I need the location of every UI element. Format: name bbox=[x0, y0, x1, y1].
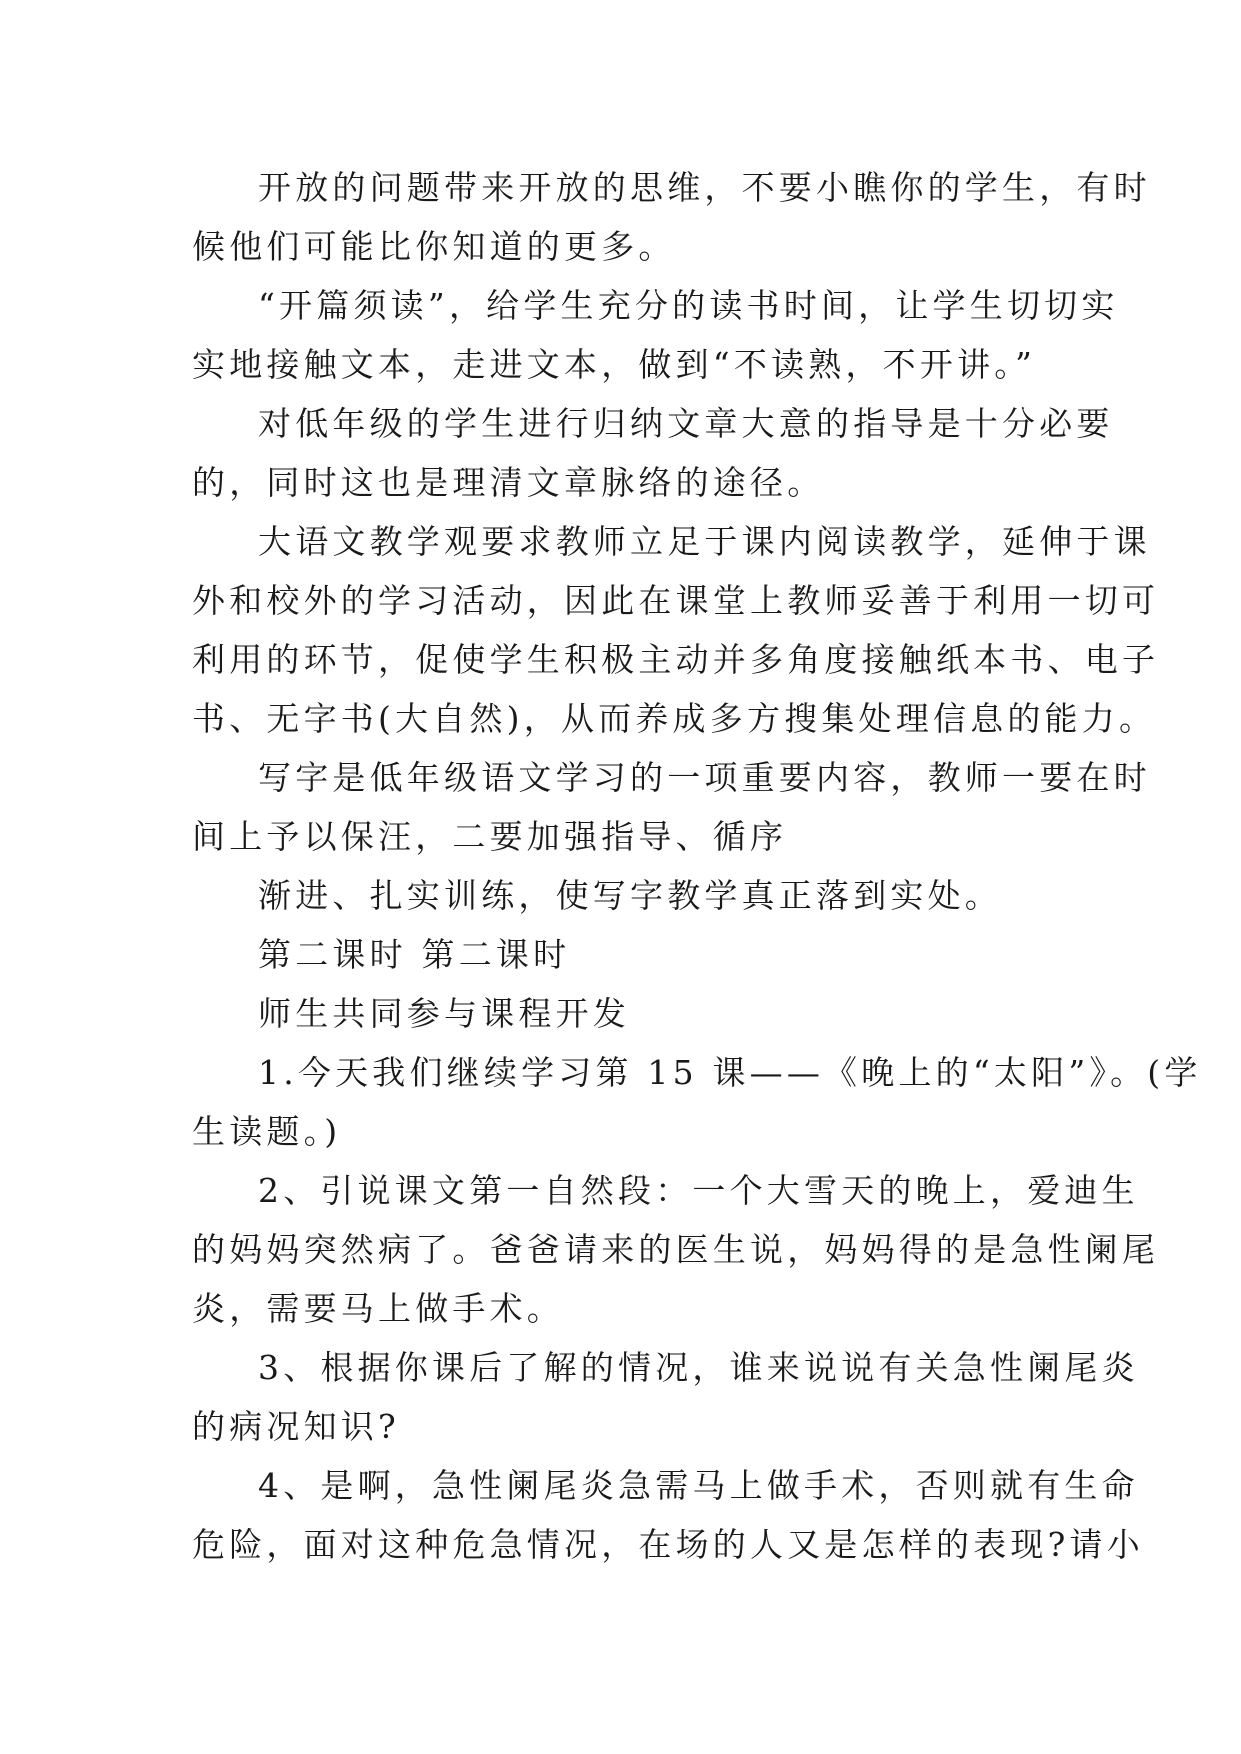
text-line: 间上予以保汪，二要加强指导、循序 bbox=[192, 817, 788, 856]
text-line: 对低年级的学生进行归纳文章大意的指导是十分必要 bbox=[258, 404, 1114, 443]
text-line: 2、引说课文第一自然段：一个大雪天的晚上，爱迪生 bbox=[258, 1171, 1139, 1210]
text-line: 的妈妈突然病了。爸爸请来的医生说，妈妈得的是急性阑尾 bbox=[192, 1230, 1160, 1269]
text-line: 大语文教学观要求教师立足于课内阅读教学，延伸于课 bbox=[258, 522, 1151, 561]
text-line: 炎，需要马上做手术。 bbox=[192, 1289, 564, 1328]
text-line: 第二课时 第二课时 bbox=[258, 935, 571, 974]
text-line: 候他们可能比你知道的更多。 bbox=[192, 227, 676, 266]
text-line: 外和校外的学习活动，因此在课堂上教师妥善于利用一切可 bbox=[192, 581, 1160, 620]
text-line: 的，同时这也是理清文章脉络的途径。 bbox=[192, 463, 825, 502]
text-line: 3、根据你课后了解的情况，谁来说说有关急性阑尾炎 bbox=[258, 1348, 1139, 1387]
text-line: 写字是低年级语文学习的一项重要内容，教师一要在时 bbox=[258, 758, 1151, 797]
text-line: “开篇须读”，给学生充分的读书时间，让学生切切实 bbox=[258, 286, 1119, 325]
text-line: 实地接触文本，走进文本，做到“不读熟，不开讲。” bbox=[192, 345, 1037, 384]
text-line: 4、是啊，急性阑尾炎急需马上做手术，否则就有生命 bbox=[258, 1466, 1139, 1505]
text-line: 的病况知识? bbox=[192, 1407, 400, 1446]
text-line: 渐进、扎实训练，使写字教学真正落到实处。 bbox=[258, 876, 1002, 915]
text-line: 利用的环节，促使学生积极主动并多角度接触纸本书、电子 bbox=[192, 640, 1160, 679]
text-line: 开放的问题带来开放的思维，不要小瞧你的学生，有时 bbox=[258, 168, 1151, 207]
text-line: 书、无字书(大自然)，从而养成多方搜集处理信息的能力。 bbox=[192, 699, 1157, 738]
text-line: 师生共同参与课程开发 bbox=[258, 994, 630, 1033]
document-body bbox=[192, 158, 1202, 1574]
text-line: 生读题。) bbox=[192, 1112, 342, 1151]
text-line: 危险，面对这种危急情况，在场的人又是怎样的表现?请小 bbox=[192, 1525, 1144, 1564]
text-line: 1.今天我们继续学习第 15 课——《晚上的“太阳”》。(学 bbox=[258, 1053, 1202, 1092]
